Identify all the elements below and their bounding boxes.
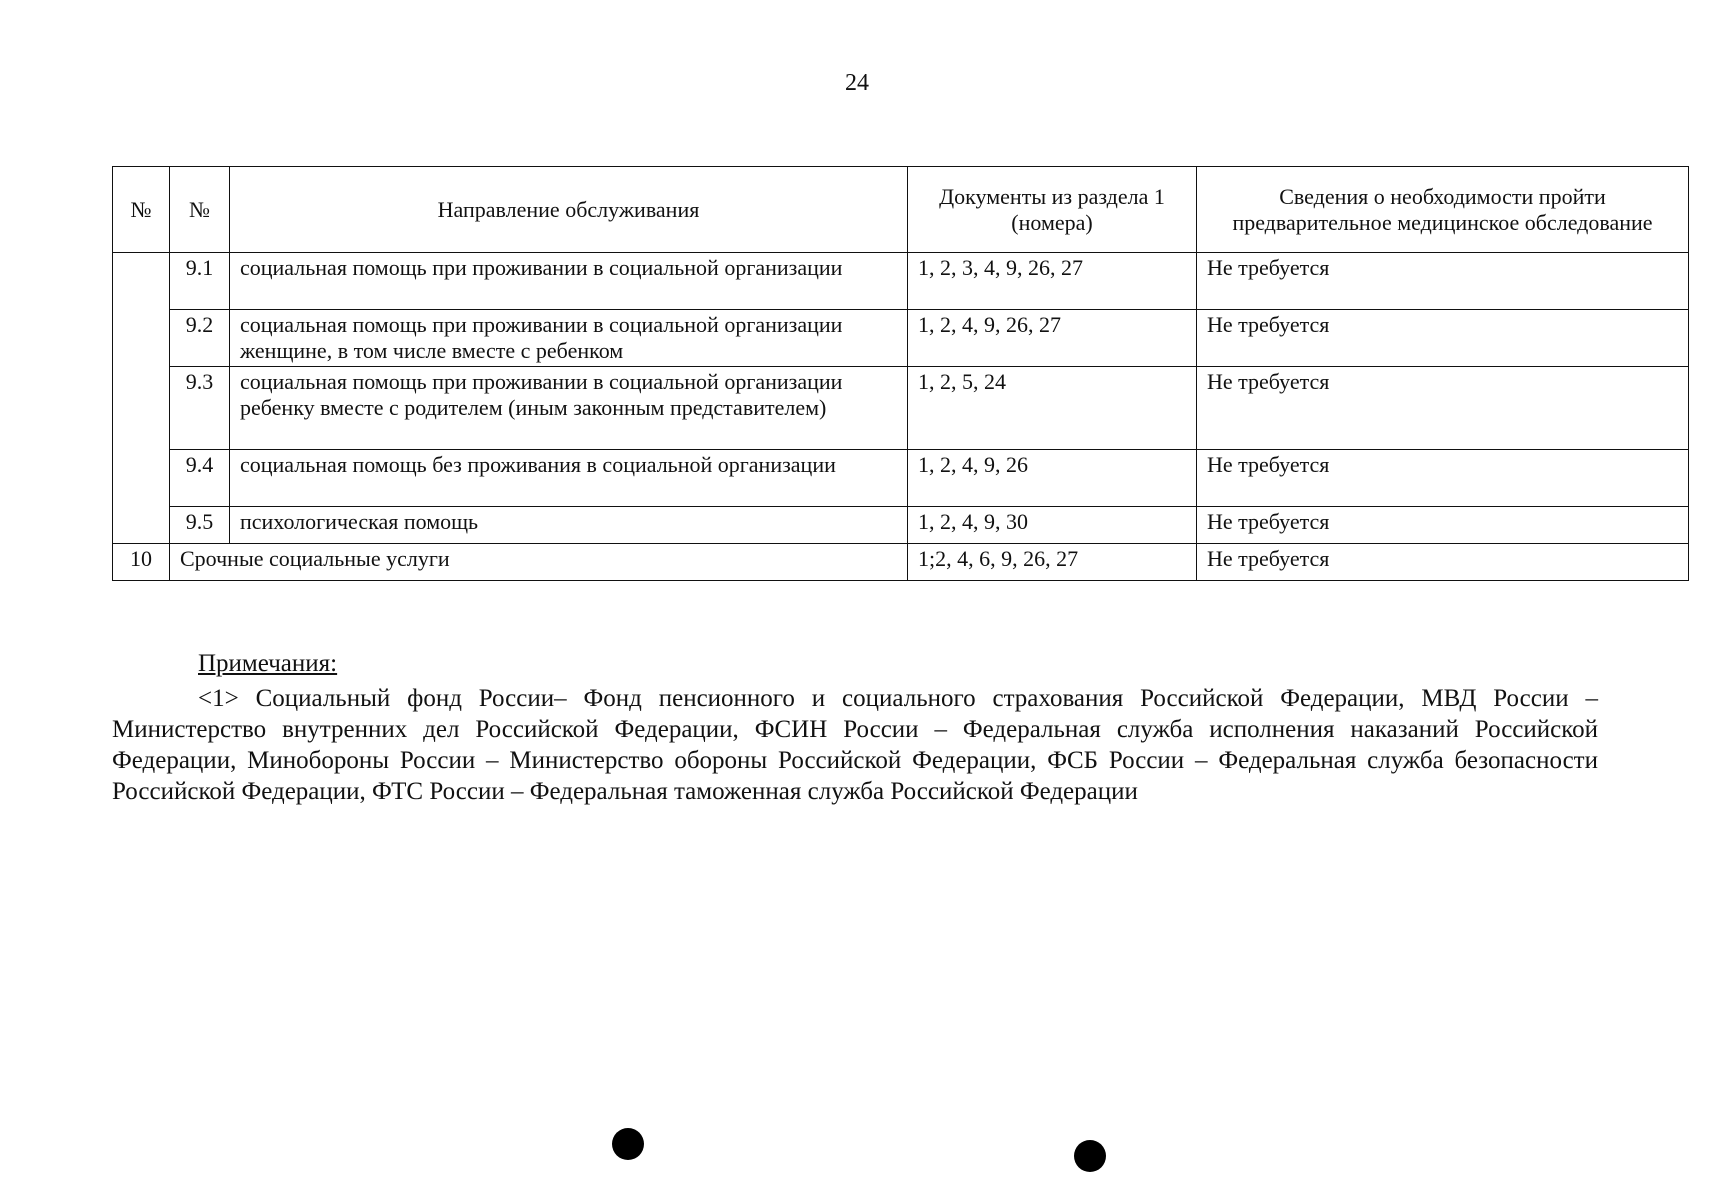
table-row-10	[113, 544, 1689, 581]
table-row	[113, 253, 1689, 310]
table-row	[113, 367, 1689, 450]
table-header-row	[113, 167, 1689, 253]
documents-cell: 1, 2, 3, 4, 9, 26, 27	[908, 253, 1197, 310]
row10-direction-cell: Срочные социальные услуги	[170, 544, 908, 581]
sub-num-cell: 9.1	[170, 253, 230, 310]
sub-num-cell: 9.5	[170, 507, 230, 544]
direction-cell: социальная помощь при проживании в социальной организации	[230, 253, 908, 310]
medical-cell: Не требуется	[1197, 507, 1689, 544]
row10-documents-cell: 1;2, 4, 6, 9, 26, 27	[908, 544, 1197, 581]
header-direction: Направление обслуживания	[230, 167, 908, 253]
notes-title: Примечания:	[198, 650, 338, 677]
page-number: 24	[845, 70, 869, 96]
documents-cell: 1, 2, 4, 9, 30	[908, 507, 1197, 544]
notes-text: <1> Социальный фонд России– Фонд пенсионного и социального страхования Российской Федерации, МВД России – Министерство внутренних дел Российской Федерации, ФСИН России – Федеральная служба исполнения наказаний Российской Федерации, Минобороны России – Министерство обороны Российской Федерации, ФСБ России – Федеральная служба безопасности Российской Федерации, ФТС России – Федеральная таможенная служба Российской Федерации	[112, 685, 1598, 805]
direction-cell: социальная помощь при проживании в социальной организации женщине, в том числе вместе с ребенком	[230, 310, 908, 367]
header-num: №	[113, 167, 170, 253]
sub-num-cell: 9.4	[170, 450, 230, 507]
direction-cell: социальная помощь при проживании в социальной организации ребенку вместе с родителем (иным законным представителем)	[230, 367, 908, 450]
header-documents: Документы из раздела 1 (номера)	[908, 167, 1197, 253]
services-table	[112, 166, 1689, 581]
punch-hole-right	[1074, 1140, 1106, 1172]
punch-hole-left	[612, 1128, 644, 1160]
medical-cell: Не требуется	[1197, 310, 1689, 367]
header-medical: Сведения о необходимости пройти предварительное медицинское обследование	[1197, 167, 1689, 253]
medical-cell: Не требуется	[1197, 367, 1689, 450]
row10-num-cell: 10	[113, 544, 170, 581]
direction-cell: психологическая помощь	[230, 507, 908, 544]
medical-cell: Не требуется	[1197, 450, 1689, 507]
medical-cell: Не требуется	[1197, 253, 1689, 310]
documents-cell: 1, 2, 4, 9, 26, 27	[908, 310, 1197, 367]
header-subnum: №	[170, 167, 230, 253]
table-row	[113, 310, 1689, 367]
notes-section	[112, 648, 1598, 807]
documents-cell: 1, 2, 5, 24	[908, 367, 1197, 450]
row10-medical-cell: Не требуется	[1197, 544, 1689, 581]
group-num-cell	[113, 253, 170, 544]
table-row	[113, 507, 1689, 544]
table-row	[113, 450, 1689, 507]
sub-num-cell: 9.3	[170, 367, 230, 450]
documents-cell: 1, 2, 4, 9, 26	[908, 450, 1197, 507]
sub-num-cell: 9.2	[170, 310, 230, 367]
direction-cell: социальная помощь без проживания в социальной организации	[230, 450, 908, 507]
